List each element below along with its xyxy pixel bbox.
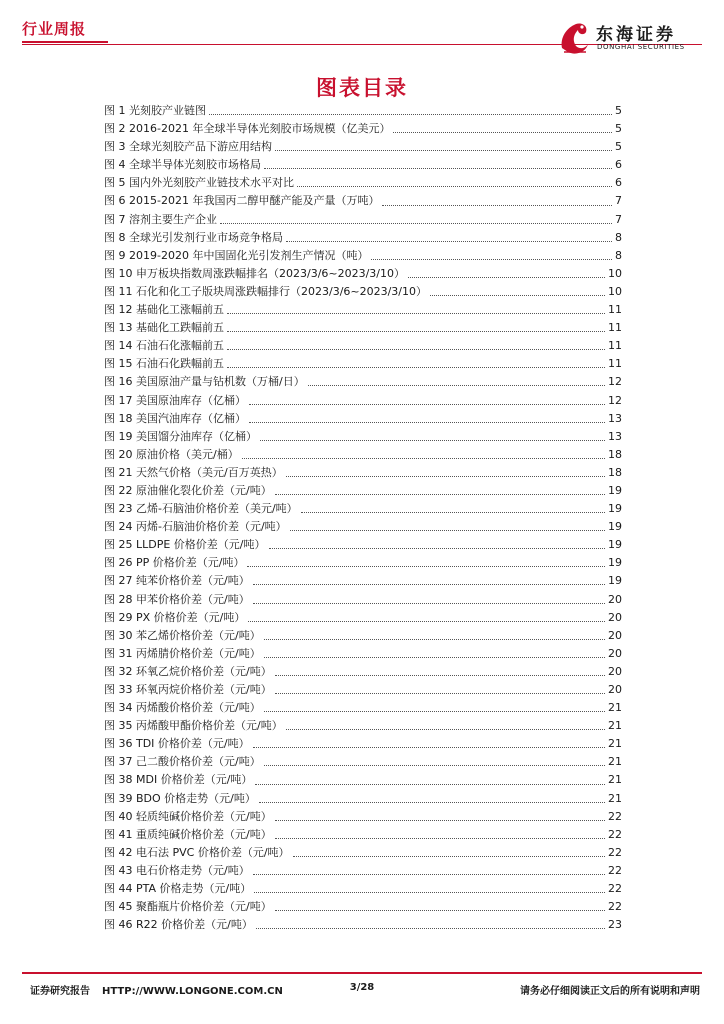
toc-entry[interactable]: [104, 790, 622, 808]
toc-entry-page: 19: [608, 520, 622, 534]
toc-entry-label: 图 28 甲苯价格价差（元/吨）: [104, 592, 250, 606]
toc-entry-page: 20: [608, 592, 622, 606]
toc-entry[interactable]: [104, 446, 622, 464]
toc-leader-dots: [227, 366, 605, 368]
toc-entry[interactable]: [104, 319, 622, 337]
toc-entry-label: 图 6 2015-2021 年我国丙二醇甲醚产能及产量（万吨）: [104, 194, 380, 208]
toc-entry-page: 12: [608, 393, 622, 407]
toc-entry-label: 图 4 全球半导体光刻胶市场格局: [104, 158, 261, 172]
toc-entry-label: 图 18 美国汽油库存（亿桶）: [104, 411, 246, 425]
toc-entry-page: 10: [608, 266, 622, 280]
toc-leader-dots: [220, 222, 612, 224]
toc-leader-dots: [249, 421, 605, 423]
toc-entry-label: 图 36 TDI 价格价差（元/吨）: [104, 737, 250, 751]
toc-entry-page: 19: [608, 538, 622, 552]
toc-entry[interactable]: [104, 410, 622, 428]
toc-leader-dots: [430, 294, 605, 296]
company-logo: [556, 18, 706, 58]
toc-entry[interactable]: [104, 392, 622, 410]
toc-entry-page: 20: [608, 646, 622, 660]
toc-leader-dots: [286, 728, 605, 730]
logo-english-name: DONGHAI SECURITIES: [597, 43, 685, 51]
toc-entry-label: 图 44 PTA 价格走势（元/吨）: [104, 882, 252, 896]
toc-entry-label: 图 20 原油价格（美元/桶）: [104, 447, 239, 461]
toc-entry[interactable]: [104, 826, 622, 844]
toc-entry[interactable]: [104, 645, 622, 663]
toc-leader-dots: [275, 493, 605, 495]
toc-entry[interactable]: [104, 120, 622, 138]
toc-entry-label: 图 7 溶剂主要生产企业: [104, 212, 217, 226]
toc-leader-dots: [393, 131, 612, 133]
toc-leader-dots: [290, 529, 605, 531]
toc-leader-dots: [253, 583, 605, 585]
toc-entry-label: 图 3 全球光刻胶产品下游应用结构: [104, 140, 272, 154]
toc-leader-dots: [264, 656, 605, 658]
toc-entry-page: 6: [615, 158, 622, 172]
toc-entry[interactable]: [104, 536, 622, 554]
toc-entry-label: 图 35 丙烯酸甲酯价格价差（元/吨）: [104, 719, 283, 733]
toc-entry[interactable]: [104, 898, 622, 916]
toc-entry[interactable]: [104, 102, 622, 120]
toc-leader-dots: [264, 764, 605, 766]
toc-entry-page: 6: [615, 176, 622, 190]
toc-entry-label: 图 10 申万板块指数周涨跌幅排名（2023/3/6~2023/3/10）: [104, 266, 406, 280]
toc-entry[interactable]: [104, 717, 622, 735]
toc-entry[interactable]: [104, 681, 622, 699]
toc-entry[interactable]: [104, 862, 622, 880]
toc-entry[interactable]: [104, 591, 622, 609]
toc-entry-page: 21: [608, 701, 622, 715]
toc-entry-page: 12: [608, 375, 622, 389]
toc-entry-label: 图 34 丙烯酸价格价差（元/吨）: [104, 701, 261, 715]
toc-leader-dots: [275, 674, 605, 676]
footer-report-label: 证券研究报告: [30, 986, 90, 997]
toc-entry[interactable]: [104, 753, 622, 771]
footer-left: [30, 982, 283, 997]
toc-entry[interactable]: [104, 211, 622, 229]
toc-entry-page: 22: [608, 809, 622, 823]
toc-entry[interactable]: [104, 500, 622, 518]
toc-entry[interactable]: [104, 283, 622, 301]
toc-leader-dots: [293, 855, 605, 857]
toc-entry-page: 19: [608, 574, 622, 588]
toc-entry[interactable]: [104, 138, 622, 156]
toc-list: [104, 102, 622, 934]
toc-entry-label: 图 5 国内外光刻胶产业链技术水平对比: [104, 176, 294, 190]
toc-leader-dots: [227, 348, 605, 350]
toc-entry[interactable]: [104, 808, 622, 826]
toc-entry-page: 11: [608, 357, 622, 371]
toc-entry-label: 图 22 原油催化裂化价差（元/吨）: [104, 483, 272, 497]
toc-entry-page: 20: [608, 610, 622, 624]
toc-leader-dots: [286, 475, 605, 477]
toc-leader-dots: [254, 891, 605, 893]
toc-entry-label: 图 27 纯苯价格价差（元/吨）: [104, 574, 250, 588]
toc-entry-page: 19: [608, 556, 622, 570]
toc-entry-label: 图 12 基础化工涨幅前五: [104, 303, 224, 317]
toc-leader-dots: [242, 457, 605, 459]
toc-entry-page: 20: [608, 664, 622, 678]
toc-entry-label: 图 40 轻质纯碱价格价差（元/吨）: [104, 809, 272, 823]
toc-entry-page: 18: [608, 465, 622, 479]
toc-leader-dots: [227, 312, 605, 314]
toc-entry-page: 10: [608, 284, 622, 298]
toc-leader-dots: [227, 330, 605, 332]
toc-entry-label: 图 45 聚酯瓶片价格价差（元/吨）: [104, 900, 272, 914]
toc-entry-page: 8: [615, 248, 622, 262]
toc-entry[interactable]: [104, 192, 622, 210]
toc-entry[interactable]: [104, 265, 622, 283]
toc-leader-dots: [297, 185, 612, 187]
toc-entry-label: 图 2 2016-2021 年全球半导体光刻胶市场规模（亿美元）: [104, 122, 391, 136]
toc-entry-page: 22: [608, 882, 622, 896]
toc-leader-dots: [408, 276, 605, 278]
toc-entry-page: 19: [608, 483, 622, 497]
toc-entry[interactable]: [104, 518, 622, 536]
toc-leader-dots: [259, 801, 605, 803]
dragon-icon: [556, 18, 592, 56]
toc-entry-label: 图 24 丙烯-石脑油价格价差（元/吨）: [104, 520, 287, 534]
page-title: 图表目录: [316, 76, 408, 100]
toc-entry-label: 图 46 R22 价格价差（元/吨）: [104, 918, 253, 932]
toc-entry-label: 图 43 电石价格走势（元/吨）: [104, 863, 250, 877]
toc-leader-dots: [382, 204, 612, 206]
toc-entry-page: 21: [608, 773, 622, 787]
toc-entry[interactable]: [104, 627, 622, 645]
toc-entry-label: 图 11 石化和化工子版块周涨跌幅排行（2023/3/6~2023/3/10）: [104, 284, 428, 298]
toc-leader-dots: [255, 783, 605, 785]
toc-entry-page: 5: [615, 122, 622, 136]
toc-entry[interactable]: [104, 247, 622, 265]
toc-entry-page: 21: [608, 791, 622, 805]
toc-entry-page: 21: [608, 719, 622, 733]
toc-leader-dots: [209, 113, 612, 115]
toc-entry-label: 图 30 苯乙烯价格价差（元/吨）: [104, 628, 261, 642]
toc-leader-dots: [264, 710, 605, 712]
toc-entry-page: 20: [608, 628, 622, 642]
toc-entry-label: 图 29 PX 价格价差（元/吨）: [104, 610, 246, 624]
toc-entry-label: 图 42 电石法 PVC 价格价差（元/吨）: [104, 845, 290, 859]
toc-entry[interactable]: [104, 355, 622, 373]
toc-entry[interactable]: [104, 464, 622, 482]
toc-leader-dots: [253, 873, 605, 875]
toc-entry-label: 图 9 2019-2020 年中国固化光引发剂生产情况（吨）: [104, 248, 369, 262]
toc-leader-dots: [260, 439, 605, 441]
toc-leader-dots: [249, 403, 605, 405]
toc-entry[interactable]: [104, 428, 622, 446]
toc-entry-label: 图 39 BDO 价格走势（元/吨）: [104, 791, 256, 805]
toc-entry-page: 5: [615, 104, 622, 117]
toc-leader-dots: [275, 692, 605, 694]
footer-disclaimer: 请务必仔细阅读正文后的所有说明和声明: [520, 986, 700, 997]
toc-entry[interactable]: [104, 771, 622, 789]
toc-entry-page: 22: [608, 827, 622, 841]
toc-entry-label: 图 38 MDI 价格价差（元/吨）: [104, 773, 253, 787]
toc-entry-page: 23: [608, 918, 622, 932]
toc-entry-label: 图 15 石油石化跌幅前五: [104, 357, 224, 371]
toc-entry-page: 21: [608, 737, 622, 751]
toc-entry-page: 20: [608, 683, 622, 696]
toc-entry-label: 图 8 全球光引发剂行业市场竞争格局: [104, 230, 283, 244]
toc-entry-label: 图 16 美国原油产量与钻机数（万桶/日）: [104, 375, 305, 389]
toc-leader-dots: [264, 638, 605, 640]
toc-entry[interactable]: [104, 301, 622, 319]
toc-entry[interactable]: [104, 844, 622, 862]
toc-entry[interactable]: [104, 174, 622, 192]
toc-leader-dots: [264, 167, 612, 169]
toc-entry-label: 图 25 LLDPE 价格价差（元/吨）: [104, 538, 266, 552]
toc-entry[interactable]: [104, 337, 622, 355]
toc-leader-dots: [286, 240, 612, 242]
toc-entry[interactable]: [104, 699, 622, 717]
toc-entry-page: 19: [608, 502, 622, 516]
toc-entry-label: 图 1 光刻胶产业链图: [104, 104, 206, 117]
toc-entry-page: 22: [608, 900, 622, 914]
toc-entry[interactable]: [104, 373, 622, 391]
toc-entry-label: 图 31 丙烯腈价格价差（元/吨）: [104, 646, 261, 660]
toc-entry-page: 21: [608, 755, 622, 769]
toc-entry-page: 5: [615, 140, 622, 154]
toc-leader-dots: [301, 511, 605, 513]
toc-entry-page: 7: [615, 194, 622, 208]
toc-leader-dots: [248, 620, 605, 622]
toc-leader-dots: [247, 565, 605, 567]
header-tag-underline: [22, 41, 108, 43]
toc-entry-label: 图 19 美国馏分油库存（亿桶）: [104, 429, 257, 443]
toc-leader-dots: [275, 149, 612, 151]
toc-entry-label: 图 14 石油石化涨幅前五: [104, 339, 224, 353]
toc-leader-dots: [275, 819, 605, 821]
toc-entry[interactable]: [104, 554, 622, 572]
footer-url-link[interactable]: HTTP://WWW.LONGONE.COM.CN: [102, 986, 283, 997]
toc-entry-page: 7: [615, 212, 622, 226]
toc-entry-label: 图 37 己二酸价格价差（元/吨）: [104, 755, 261, 769]
toc-entry-page: 13: [608, 429, 622, 443]
toc-leader-dots: [275, 837, 605, 839]
toc-entry-page: 8: [615, 230, 622, 244]
footer-divider: [22, 972, 702, 974]
toc-leader-dots: [269, 547, 605, 549]
toc-leader-dots: [256, 927, 605, 929]
toc-entry-label: 图 13 基础化工跌幅前五: [104, 321, 224, 335]
toc-leader-dots: [371, 258, 612, 260]
toc-entry[interactable]: [104, 572, 622, 590]
toc-entry[interactable]: [104, 482, 622, 500]
toc-leader-dots: [275, 909, 605, 911]
toc-entry[interactable]: [104, 663, 622, 681]
toc-entry[interactable]: [104, 229, 622, 247]
toc-entry-page: 13: [608, 411, 622, 425]
toc-entry-label: 图 17 美国原油库存（亿桶）: [104, 393, 246, 407]
toc-entry-page: 11: [608, 339, 622, 353]
toc-entry-page: 22: [608, 845, 622, 859]
toc-leader-dots: [253, 602, 605, 604]
logo-chinese-name: 东海证券: [596, 25, 676, 45]
toc-entry[interactable]: [104, 156, 622, 174]
toc-entry-page: 11: [608, 303, 622, 317]
report-type-tag: 行业周报: [22, 20, 87, 38]
toc-entry-label: 图 33 环氧丙烷价格价差（元/吨）: [104, 683, 272, 696]
toc-leader-dots: [308, 384, 605, 386]
toc-entry-label: 图 23 乙烯-石脑油价格价差（美元/吨）: [104, 502, 298, 516]
toc-entry[interactable]: [104, 609, 622, 627]
toc-entry-label: 图 32 环氧乙烷价格价差（元/吨）: [104, 664, 272, 678]
toc-entry-label: 图 41 重质纯碱价格价差（元/吨）: [104, 827, 272, 841]
toc-entry[interactable]: [104, 880, 622, 898]
toc-entry-page: 22: [608, 863, 622, 877]
toc-entry-label: 图 26 PP 价格价差（元/吨）: [104, 556, 245, 570]
toc-leader-dots: [253, 746, 605, 748]
toc-entry[interactable]: [104, 916, 622, 934]
page-number: 3/28: [349, 982, 375, 993]
toc-entry-label: 图 21 天然气价格（美元/百万英热）: [104, 465, 283, 479]
toc-entry-page: 11: [608, 321, 622, 335]
toc-entry[interactable]: [104, 735, 622, 753]
toc-entry-page: 18: [608, 447, 622, 461]
